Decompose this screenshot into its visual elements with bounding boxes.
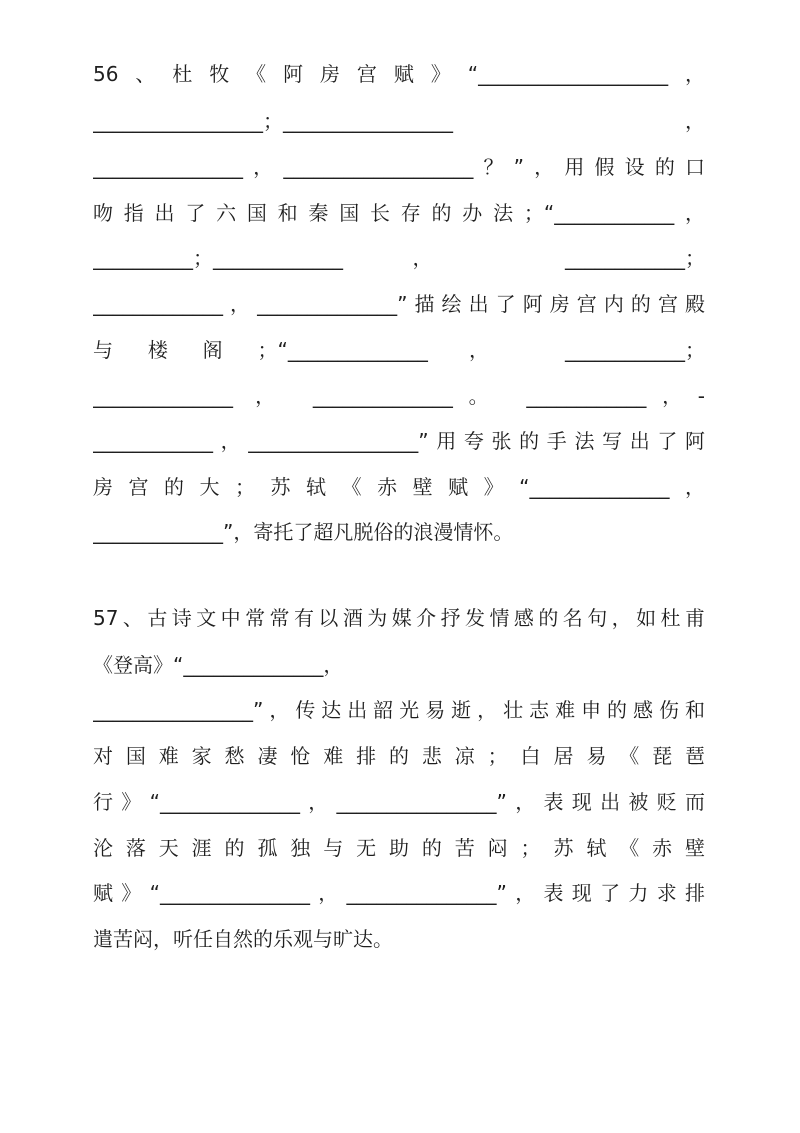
q57-line-5: 行》“______________，________________”，表现出被贬而: [93, 790, 705, 814]
q56-line-9: ____________，_________________”用夸张的手法写出了阿: [93, 429, 705, 453]
q56-line-1: 56、杜牧《阿房宫赋》“___________________，: [93, 62, 705, 86]
q57-line-7: 赋》“_______________，_______________”，表现了力求排: [93, 881, 705, 905]
q57-line-1: 57、古诗文中常常有以酒为媒介抒发情感的名句，如杜甫: [93, 606, 705, 630]
q56-line-6: _____________，______________”描绘出了阿房宫内的宫殿: [93, 292, 705, 316]
q57-line-3: ________________”，传达出韶光易逝，壮志难申的感伤和: [93, 698, 705, 722]
q56-line-2: _________________；_________________ ，: [93, 109, 705, 133]
q57-line-2: 《登高》“______________，: [93, 653, 344, 677]
q56-line-3: _______________，___________________？”，用假设的口: [93, 155, 705, 179]
q56-line-5: __________；_____________ ， ____________；: [93, 246, 705, 270]
q57-line-4: 对国难家愁凄怆难排的悲凉；白居易《琵琶: [93, 744, 705, 768]
q56-line-11: _____________”，寄托了超凡脱俗的浪漫情怀。: [93, 520, 514, 544]
q56-line-4: 吻指出了六国和秦国长存的办法；“____________，: [93, 201, 705, 225]
q57-line-6: 沦落天涯的孤独与无助的苦闷；苏轼《赤壁: [93, 836, 705, 860]
q56-line-8: ______________ ， ______________。 ____________，-: [93, 384, 705, 408]
q56-line-7: 与楼阁；“______________ ， ____________；: [93, 338, 705, 362]
q56-line-10: 房宫的大；苏轼《赤壁赋》“______________，: [93, 475, 705, 499]
q57-line-8: 遣苦闷，听任自然的乐观与旷达。: [93, 927, 393, 951]
